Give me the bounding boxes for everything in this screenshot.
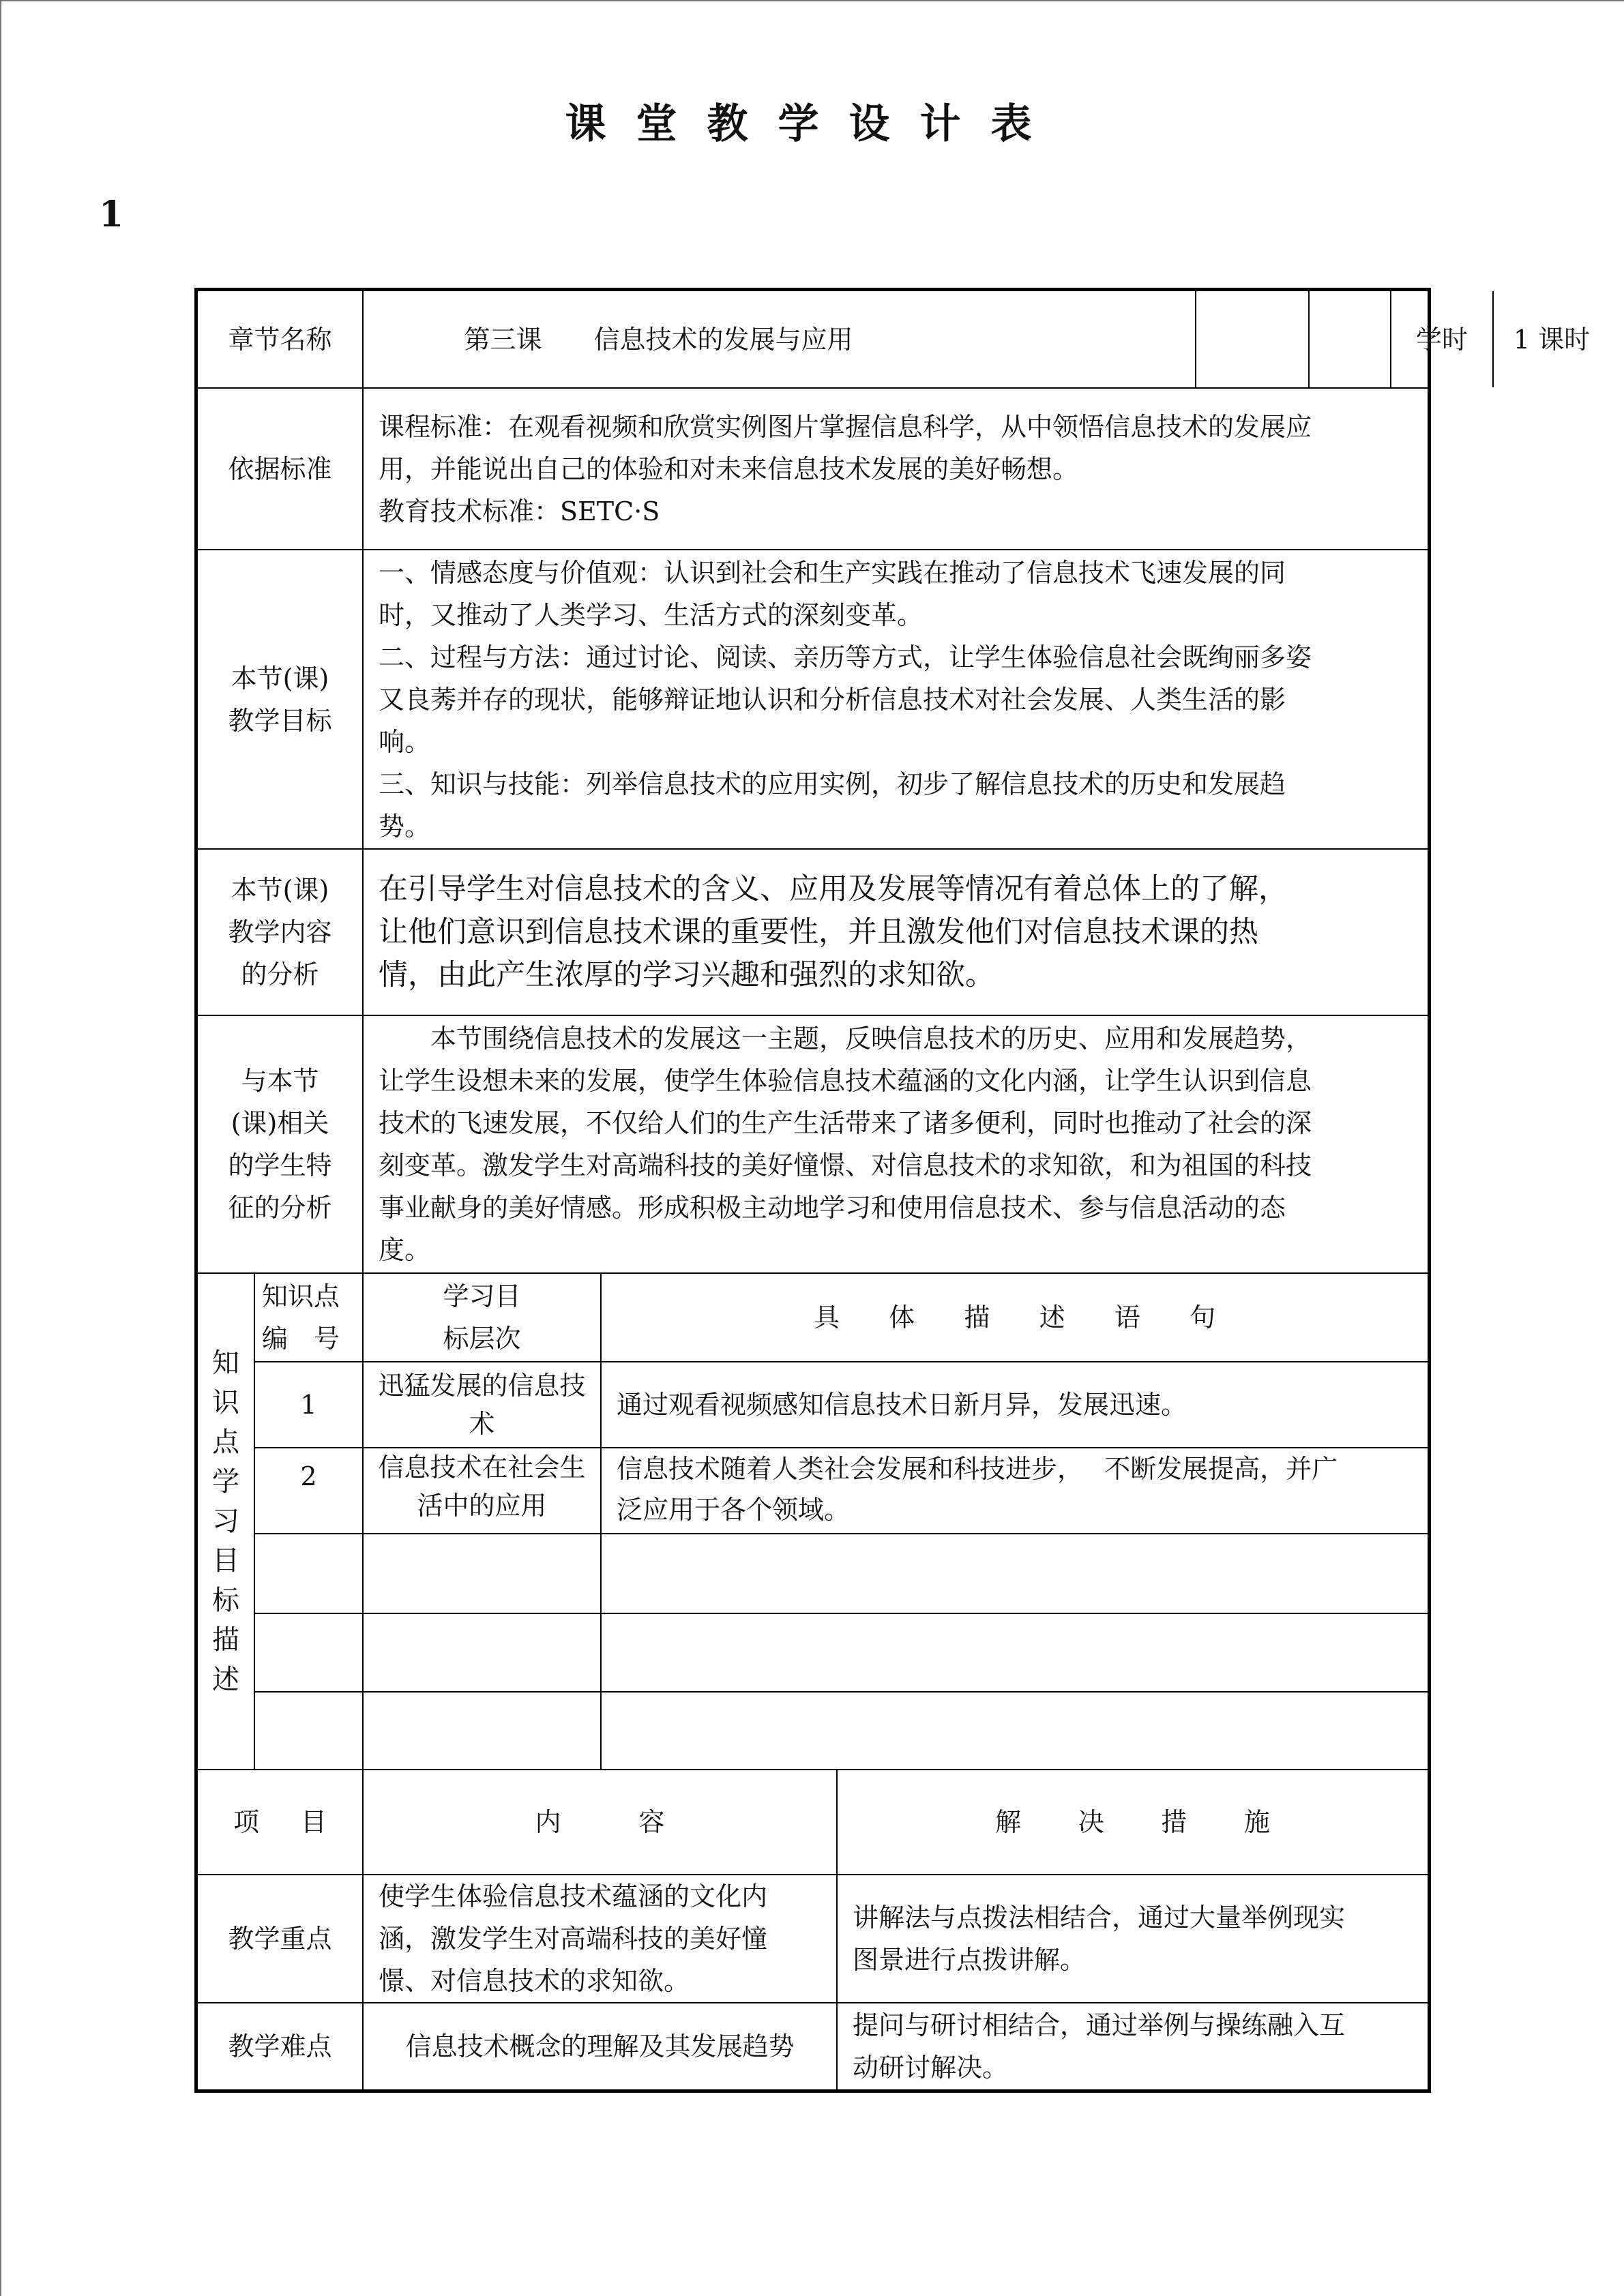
row-description-line: 泛应用于各个领域。 [617,1495,851,1525]
student-analysis-line: 刻变革。激发学生对高端科技的美好憧憬、对信息技术的求知欲，和为祖国的科技 [379,1150,1312,1180]
student-analysis-label-line: 与本节 [241,1066,319,1096]
student-analysis-label-line: 征的分析 [228,1193,332,1223]
basis-line: 课程标准：在观看视频和欣赏实例图片掌握信息科学，从中领悟信息技术的发展应 [379,411,1312,442]
basis-content [364,389,1428,549]
side-label-char: 描 [212,1624,239,1656]
content-analysis-label-line: 的分析 [241,959,319,989]
content-analysis-label [198,850,364,1015]
side-label-char: 知 [212,1347,239,1379]
key-point-measure-line: 图景进行点拨讲解。 [853,1945,1087,1975]
content-analysis-line: 情，由此产生浓厚的学习兴趣和强烈的求知欲。 [379,957,994,992]
side-label-char: 述 [212,1664,239,1695]
grid-line [255,1533,1428,1534]
row-description [602,1448,1428,1533]
key-point-content-line: 使学生体验信息技术蕴涵的文化内 [379,1881,768,1911]
items-header-row [194,1770,1431,1874]
student-analysis-line: 事业献身的美好情感。形成积极主动地学习和使用信息技术、参与信息活动的态 [379,1193,1286,1223]
basis-line: 教育技术标准：SETC·S [379,496,660,526]
row-level-line: 迅猛发展的信息技 [378,1371,586,1401]
knowledge-block [194,1274,1431,1769]
grid-line [255,1613,1428,1614]
student-analysis-line: 技术的飞速发展，不仅给人们的生产生活带来了诸多便利，同时也推动了社会的深 [379,1108,1312,1138]
header-level-line: 标层次 [443,1324,521,1354]
side-label-char: 学 [212,1466,239,1497]
row-level-line: 信息技术在社会生 [378,1452,586,1482]
divider [1195,291,1196,387]
objective-line: 时，又推动了人类学习、生活方式的深刻变革。 [379,599,924,630]
objectives-label-line: 本节(课) [231,663,329,694]
content-analysis-label-line: 教学内容 [228,917,332,947]
items-header-content [364,1770,838,1874]
chapter-label: 章节名称 [198,291,364,387]
hours-label: 学时 [1391,291,1494,387]
key-point-measure-line: 讲解法与点拨法相结合，通过大量举例现实 [853,1903,1346,1933]
row-level [364,1448,600,1533]
row-description-line: 信息技术随着人类社会发展和科技进步， 不断发展提高，并广 [617,1454,1338,1484]
side-label-char: 点 [212,1427,239,1458]
row-number: 1 [300,1390,317,1420]
items-header-item [198,1770,368,1874]
student-analysis-line: 本节围绕信息技术的发展这一主题，反映信息技术的历史、应用和发展趋势， [379,1024,1312,1054]
row-level [364,1362,600,1447]
grid-line [255,1691,1428,1693]
objective-line: 一、情感态度与价值观：认识到社会和生产实践在推动了信息技术飞速发展的同 [379,557,1286,588]
objectives-row [194,550,1431,848]
student-analysis-content [364,1016,1428,1272]
objective-line: 响。 [379,726,431,757]
objective-line: 二、过程与方法：通过讨论、阅读、亲历等方式，让学生体验信息社会既绚丽多姿 [379,642,1312,672]
divider [1308,291,1310,387]
key-point-row [194,1875,1431,2002]
row-description-line: 通过观看视频感知信息技术日新月异，发展迅速。 [617,1390,1187,1420]
difficult-point-label: 教学难点 [198,2003,364,2089]
header-number [255,1274,362,1361]
chapter-row [194,291,1591,387]
objective-line: 又良莠并存的现状，能够辩证地认识和分析信息技术对社会发展、人类生活的影 [379,684,1286,715]
row-number: 2 [300,1461,317,1491]
content-analysis-row [194,850,1431,1015]
header-number-line: 知识点 [262,1281,340,1311]
student-analysis-line: 让学生设想未来的发展，使学生体验信息技术蕴涵的文化内涵，让学生认识到信息 [379,1066,1312,1096]
items-header-content-text: 内容 [535,1807,743,1837]
content-analysis-label-line: 本节(课) [231,875,329,905]
student-analysis-label-line: (课)相关 [231,1108,329,1138]
key-point-content-line: 憬、对信息技术的求知欲。 [379,1966,690,1996]
key-point-measures [838,1875,1428,2002]
items-header-measures [838,1770,1428,1874]
difficult-point-row [194,2003,1431,2089]
row-level-line: 术 [469,1409,495,1439]
chapter-value [364,291,1391,387]
difficult-point-measure-line: 动研讨解决。 [853,2053,1009,2083]
page-number: 1 [99,194,124,235]
difficult-point-measures [838,2003,1428,2089]
row-description [602,1362,1428,1447]
basis-row [194,389,1431,549]
header-level-line: 学习目 [443,1281,521,1311]
key-point-content [364,1875,838,2002]
row-level-line: 活中的应用 [417,1491,547,1521]
items-header-item-text: 项目 [233,1807,368,1837]
header-level [364,1274,600,1361]
objectives-label [198,550,364,848]
header-description [602,1274,1428,1361]
difficult-point-measure-line: 提问与研讨相结合，通过举例与操练融入互 [853,2010,1346,2040]
side-label-char: 识 [212,1387,239,1418]
chapter-value-text: 第三课 信息技术的发展与应用 [464,324,853,355]
student-analysis-line: 度。 [379,1235,431,1265]
key-point-label: 教学重点 [198,1875,364,2002]
items-header-measures-text: 解决措施 [995,1807,1327,1837]
content-analysis-content [364,850,1428,1015]
header-description-text: 具体描述语句 [813,1302,1265,1332]
side-label-char: 目 [212,1545,239,1577]
side-label-char: 标 [212,1585,239,1616]
objectives-label-line: 教学目标 [228,705,332,736]
content-analysis-line: 在引导学生对信息技术的含义、应用及发展等情况有着总体上的了解， [379,871,1288,906]
page-title: 课堂教学设计表 [565,100,1062,148]
objectives-content [364,550,1428,848]
objective-line: 三、知识与技能：列举信息技术的应用实例，初步了解信息技术的历史和发展趋 [379,769,1286,799]
basis-line: 用，并能说出自己的体验和对未来信息技术发展的美好畅想。 [379,453,1079,484]
content-analysis-line: 让他们意识到信息技术课的重要性，并且激发他们对信息技术课的热 [379,914,1258,949]
objective-line: 势。 [379,811,431,841]
basis-label: 依据标准 [198,389,364,549]
student-analysis-row [194,1016,1431,1272]
knowledge-side-label [198,1274,255,1769]
student-analysis-label-line: 的学生特 [228,1150,332,1180]
student-analysis-label [198,1016,364,1272]
table-bottom-border [194,2089,1431,2093]
side-label-char: 习 [212,1506,239,1537]
key-point-content-line: 涵，激发学生对高端科技的美好憧 [379,1924,768,1954]
header-number-line: 编 号 [262,1324,340,1354]
hours-value: 1 课时 [1513,324,1591,355]
difficult-point-content: 信息技术概念的理解及其发展趋势 [364,2003,838,2089]
